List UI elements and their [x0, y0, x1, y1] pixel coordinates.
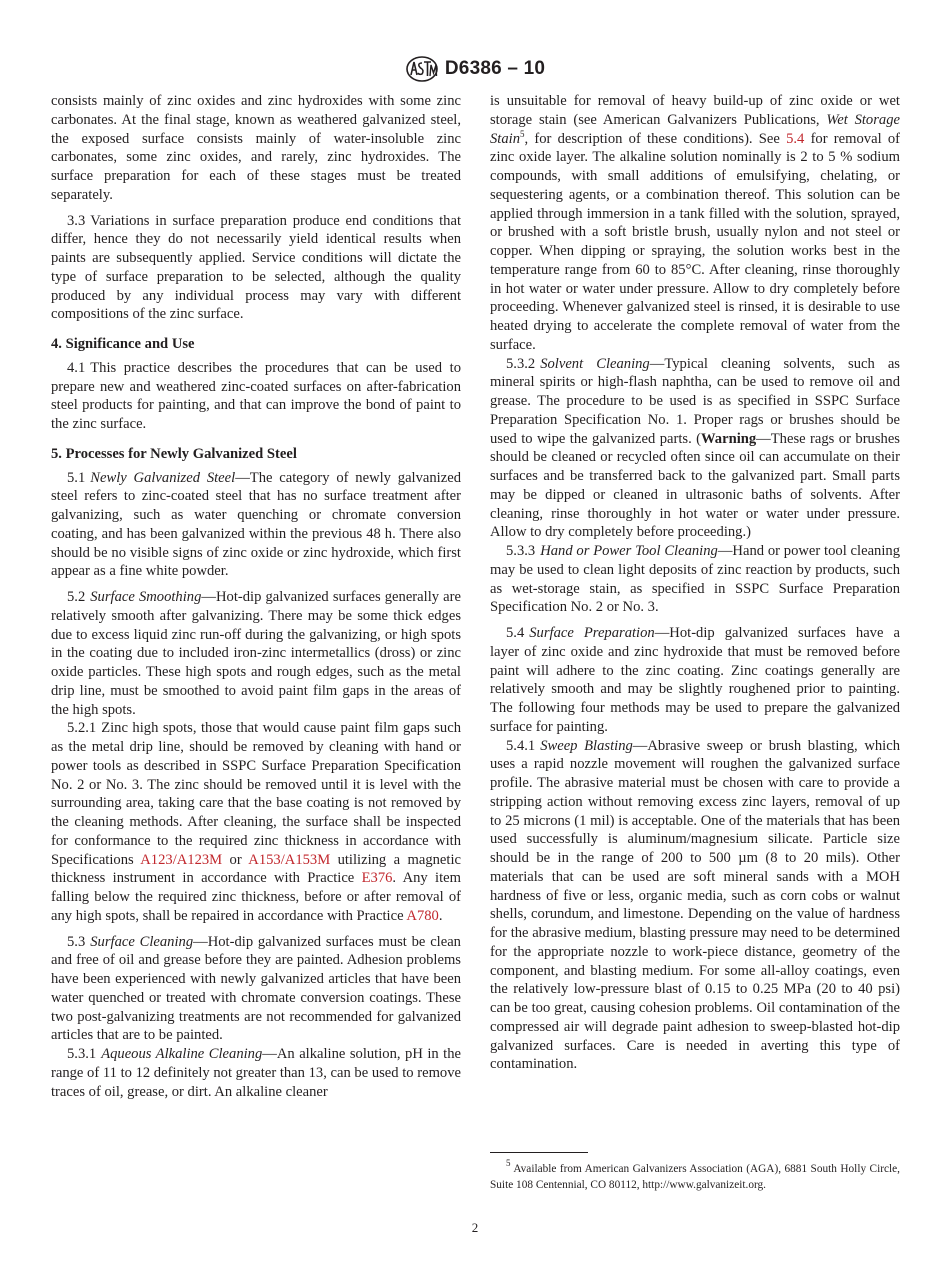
paragraph-continued: consists mainly of zinc oxides and zinc hydroxides with some zinc carbonates. At the final stage, known as weathered galvanized steel, the exposed surface consists mainly of water-insoluble zinc carbonates, some zinc oxides, and rarely, zinc hydroxides. The surface preparation for each of these stages must be treated separately. [51, 93, 461, 203]
section-5-3: 5.3 Surface Cleaning—Hot-dip galvanized surfaces must be clean and free of oil and grease before they are painted. Adhesion problems have been experienced with newly galvanized articles that have been water quenched or treated with chromate conversion coatings. These two post-galvanizing treatments are not recommended for galvanized articles that are to be painted. [51, 933, 461, 1044]
section-5-2: 5.2 Surface Smoothing—Hot-dip galvanized surfaces generally are relatively smooth after galvanizing. There may be some thick edges due to excess liquid zinc run-off during the galvanizing, or high spots in the coating due to included iron-zinc intermetallics (dross) or zinc oxide particles. These high spots and rough edges, such as the metal drip line, must be smoothed to avoid paint film gaps in the areas of the high spots. [51, 589, 461, 718]
section-5-4-1: 5.4.1 Sweep Blasting—Abrasive sweep or brush blasting, which uses a rapid nozzle movement will roughen the galvanized surface profile. The abrasive material must be chosen with care to provide a stripping action without removing excess zinc layers, removal of up to 25 microns (1 mil) is acceptable. One of the materials that has been used successfully is aluminum/magnesium silicate. Particle size should be in the range of 200 to 500 µm (8 to 20 mils). Other materials that can be used are soft mineral sands with a MOH hardness of five or less, organic media, such as corn cobs or walnut shells, corundum, and limestone. Depending on the value of hardness for the abrasive medium, blasting pressure may need to be determined for the appropriate nozzle to work-piece distance, geometry of the component, and blasting medium. For some all-alloy coatings, even the relatively low-pressure blast of 0.15 to 0.25 MPa (20 to 40 psi) can be too great, causing cohesion problems. Oil contamination of the compressed air will degrade paint adhesion to sweep-blasted hot-dip galvanized surfaces. Care is needed in averting this type of contamination. [490, 737, 900, 1073]
section-5-3-3: 5.3.3 Hand or Power Tool Cleaning—Hand or power tool cleaning may be used to clean light deposits of zinc reaction by products, such as wet-storage stain, as specified in SSPC Surface Preparation Specification No. 2 or No. 3. [490, 543, 900, 616]
footnote: $^5$ Available from American Galvanizers Association (AGA), 6881 South Holly Circle, Suite 108 Centennial, CO 80112, http://www.galvanizeit.org. [490, 1158, 900, 1191]
page-number: 2 [471, 1220, 479, 1235]
heading-section-5: 5. Processes for Newly Galvanized Steel [51, 445, 297, 462]
ref-link-a780[interactable]: A780 [406, 907, 439, 924]
paragraph-continued: is unsuitable for removal of heavy build-up of zinc oxide or wet storage stain (see American Galvanizers Publications, Wet Storage Stain$^5$, for description of these conditions). See 5.4 for removal of zinc oxide layer. The alkaline solution nominally is 2 to 5 % sodium compounds, with small additions of emulsifying, chelating, or sequestering agents, or a combination thereof. This solution can be applied through immersion in a tank filled with the solution, sprayed, or brushed with a soft bristle brush, usually nylon and not steel or copper. When dipping or spraying, the solution works best in the temperature range from 60 to 85°C. After cleaning, rinse thoroughly in hot water or water under pressure. Allow to dry completely before proceeding. Whenever galvanized steel is rinsed, it is desirable to use heated drying to accelerate the complete removal of water from the surface. [490, 93, 900, 353]
footnote-divider [490, 1152, 588, 1153]
right-column [490, 92, 900, 1074]
page-header [0, 54, 950, 84]
ref-link-5-4[interactable]: 5.4 [786, 130, 805, 147]
section-5-3-2: 5.3.2 Solvent Cleaning—Typical cleaning solvents, such as mineral spirits or high-flash naphtha, can be used to remove oil and grease. The procedure to be used is as specified in SSPC Surface Preparation Specification No. 1. Proper rags or brushes should be used to wipe the galvanized parts. (Warning—These rags or brushes should be cleaned or recycled often since oil can accumulate on their surfaces and be transferred back to the galvanized part. Small parts may be dipped or cleaned in ultrasonic baths of solvents. After cleaning, rinse thoroughly in hot water or water under pressure. Allow to dry completely before proceeding.) [490, 355, 900, 541]
section-4-1: 4.1 This practice describes the procedures that can be used to prepare new and weathered zinc-coated surfaces on after-fabrication steel products for painting, and that can improve the bond of paint to the zinc surface. [51, 359, 461, 432]
ref-link-a153[interactable]: A153/A153M [248, 851, 331, 868]
ref-link-e376[interactable]: E376 [361, 870, 393, 887]
astm-logo-icon [405, 55, 439, 83]
section-5-4: 5.4 Surface Preparation—Hot-dip galvanized surfaces have a layer of zinc oxide and zinc hydroxide that must be removed before paint will adhere to the zinc coating. Zinc coatings generally are relatively smooth and may be slightly roughened prior to painting. The following four methods may be used to prepare the galvanized surface for painting. [490, 625, 900, 735]
section-5-1: 5.1 Newly Galvanized Steel—The category of newly galvanized steel refers to zinc-coated steel that has no surface treatment after galvanizing, such as water quenching or chromate conversion coating, and has been galvanized within the previous 48 h. There also should be no visible signs of zinc oxide or zinc hydroxide, which first appear as a fine white powder. [51, 469, 461, 580]
left-column [51, 92, 461, 1101]
document-id: D6386 – 10 [444, 58, 546, 79]
footnote-mark: 5 [506, 1158, 511, 1168]
footnote-ref[interactable]: 5 [520, 128, 525, 139]
warning-label: Warning [701, 430, 757, 447]
ref-link-a123[interactable]: A123/A123M [140, 851, 223, 868]
section-5-2-1: 5.2.1 Zinc high spots, those that would cause paint film gaps such as the metal drip line, should be removed by cleaning with hand or power tools as described in SSPC Surface Preparation Specification No. 2 or No. 3. The zinc should be removed until it is level with the surrounding area, taking care that the base coating is not removed by the cleaning methods. After cleaning, the surface shall be inspected for conformance to the required zinc thickness in accordance with Specifications A123/A123M or A153/A153M utilizing a magnetic thickness instrument in accordance with Practice E376. Any item falling below the required zinc thickness, before or after removal of any high spots, shall be repaired in accordance with Practice A780. [51, 720, 461, 924]
section-5-3-1: 5.3.1 Aqueous Alkaline Cleaning—An alkaline solution, pH in the range of 11 to 12 definitely not greater than 13, can be used to remove traces of oil, grease, or dirt. An alkaline cleaner [51, 1046, 461, 1100]
section-3-3: 3.3 Variations in surface preparation produce end conditions that differ, hence they do not necessarily yield identical results when paints are subsequently applied. Service conditions will dictate the type of surface preparation to be selected, although the quality produced by any individual process may vary with different compositions of the zinc surface. [51, 212, 461, 323]
heading-section-4: 4. Significance and Use [51, 336, 195, 352]
